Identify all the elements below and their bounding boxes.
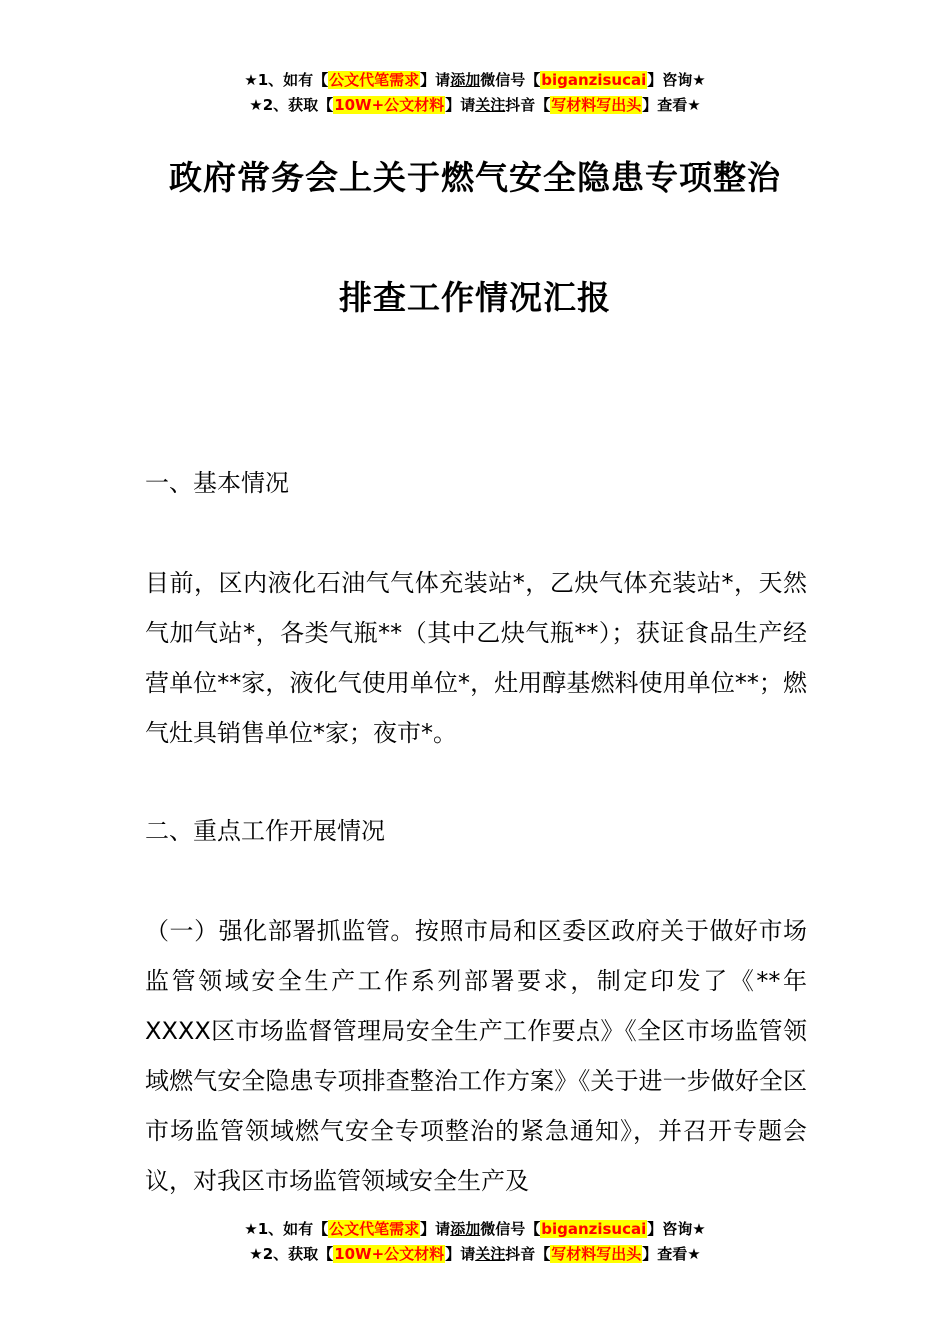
promo-highlight: 公文代笔需求 [329, 1220, 420, 1238]
promo-text: 】查看★ [642, 96, 701, 114]
promo-text: 微信号【 [480, 71, 541, 89]
promo-line-2 [0, 93, 950, 118]
promo-underline: 添加 [450, 71, 481, 89]
promo-line-1 [0, 1217, 950, 1242]
promo-text: ★1、如有【 [244, 1220, 329, 1238]
promo-highlight: 写材料写出头 [551, 96, 642, 114]
promo-text: 抖音【 [505, 96, 551, 114]
section-heading-text: 一、基本情况 [145, 469, 289, 497]
footer-promo-banner [0, 1217, 950, 1267]
document-title-line-1: 政府常务会上关于燃气安全隐患专项整治 [169, 158, 781, 197]
promo-highlight: 10W+公文材料 [334, 96, 445, 114]
promo-underline: 关注 [475, 1245, 506, 1263]
document-title-line-2: 排查工作情况汇报 [339, 278, 611, 317]
promo-line-2 [0, 1242, 950, 1267]
promo-text: 】请 [445, 1245, 476, 1263]
promo-underline: 添加 [450, 1220, 481, 1238]
promo-highlight: 写材料写出头 [551, 1245, 642, 1263]
promo-highlight: biganzisucai [541, 71, 647, 89]
promo-text: 】请 [420, 71, 451, 89]
section-heading-text: 二、重点工作开展情况 [145, 817, 385, 845]
header-promo-banner [0, 68, 950, 118]
promo-text: ★2、获取【 [249, 1245, 334, 1263]
promo-highlight: 公文代笔需求 [329, 71, 420, 89]
promo-text: 】请 [445, 96, 476, 114]
promo-text: 】请 [420, 1220, 451, 1238]
promo-text: 】查看★ [642, 1245, 701, 1263]
promo-line-1 [0, 68, 950, 93]
promo-highlight: biganzisucai [541, 1220, 647, 1238]
promo-text: ★1、如有【 [244, 71, 329, 89]
promo-text: 微信号【 [480, 1220, 541, 1238]
promo-text: 】咨询★ [647, 1220, 706, 1238]
promo-highlight: 10W+公文材料 [334, 1245, 445, 1263]
section-body-basic-situation [145, 558, 807, 758]
paragraph-text: （一）强化部署抓监管。按照市局和区委区政府关于做好市场监管领域安全生产工作系列部署要求，制定印发了《**年XXXX区市场监督管理局安全生产工作要点》《全区市场监管领域燃气安全隐患专项排查整治工作方案》《关于进一步做好全区市场监管领域燃气安全专项整治的紧急通知》，并召开专题会议，对我区市场监管领域安全生产及 [145, 917, 807, 1195]
promo-text: 】咨询★ [647, 71, 706, 89]
promo-text: ★2、获取【 [249, 96, 334, 114]
section-heading-key-work [145, 806, 807, 856]
promo-underline: 关注 [475, 96, 506, 114]
section-body-key-work [145, 906, 807, 1206]
paragraph-text: 目前，区内液化石油气气体充装站*，乙炔气体充装站*，天然气加气站*，各类气瓶**（其中乙炔气瓶**）；获证食品生产经营单位**家，液化气使用单位*，灶用醇基燃料使用单位**；燃气灶具销售单位*家；夜市*。 [145, 569, 807, 747]
promo-text: 抖音【 [505, 1245, 551, 1263]
section-heading-basic-situation [145, 458, 807, 508]
